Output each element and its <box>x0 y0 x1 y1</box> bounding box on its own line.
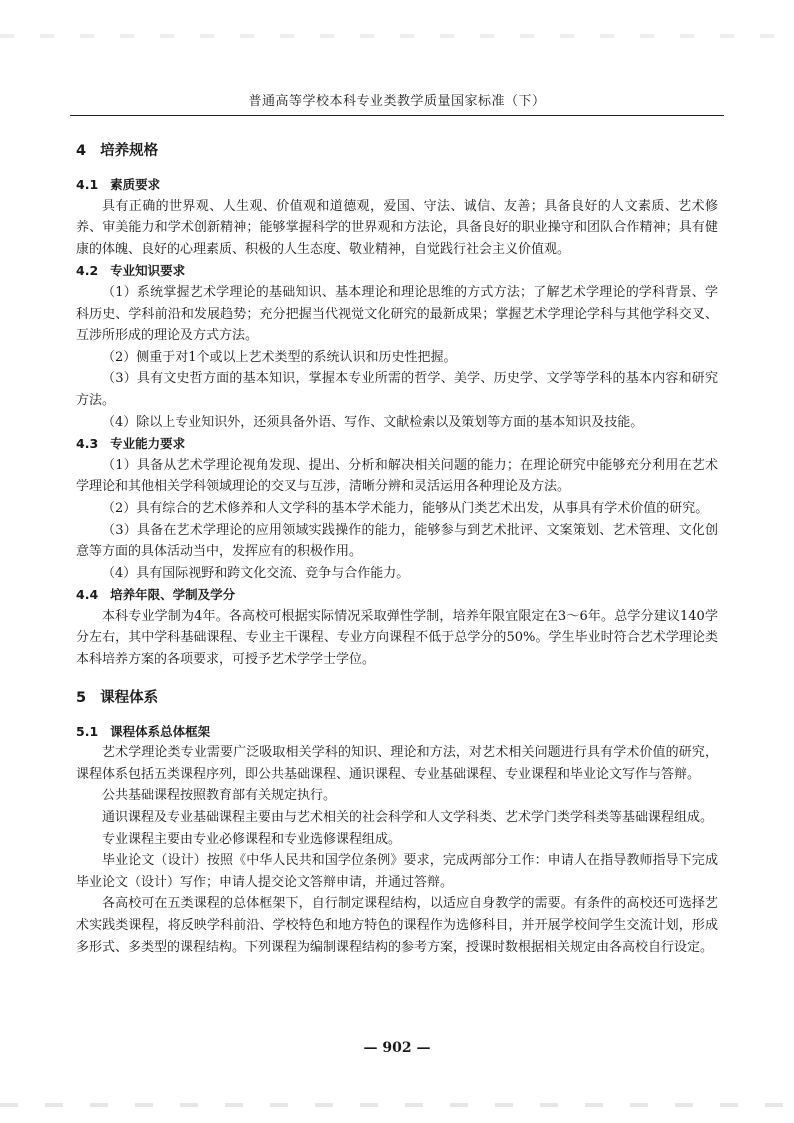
section-number: 4 <box>76 143 87 159</box>
subsection-title: 培养年限、学制及学分 <box>110 587 236 603</box>
running-header: 普通高等学校本科专业类教学质量国家标准（下） <box>70 90 724 116</box>
subsection-number: 4.2 <box>76 263 99 279</box>
paragraph: 通识课程及专业基础课程主要由与艺术相关的社会科学和人文学科类、艺术学门类学科类等基础课程组成。 <box>102 810 714 826</box>
subsection-title: 课程体系总体框架 <box>110 723 211 739</box>
section-5-heading <box>76 687 718 709</box>
scan-edge-bottom <box>0 1103 794 1107</box>
subsection-title: 专业知识要求 <box>110 263 186 279</box>
list-item: （1）具备从艺术学理论视角发现、提出、分析和解决相关问题的能力；在理论研究中能够充分利用在艺术学理论和其他相关学科领域理论的交叉与互涉，清晰分辨和灵活运用各种理论及方法。 <box>76 457 718 495</box>
subsection-number: 4.3 <box>76 436 99 452</box>
list-item: （3）具有文史哲方面的基本知识，掌握本专业所需的哲学、美学、历史学、文学等学科的基本内容和研究方法。 <box>76 371 718 408</box>
paragraph: 各高校可在五类课程的总体框架下，自行制定课程结构，以适应自身教学的需要。有条件的高校还可选择艺术实践类课程，将反映学科前沿、学校特色和地方特色的课程作为选修科目，并开展学校间学生交流计划，形成多形式、多类型的课程结构。下列课程为编制课程结构的参考方案，授课时数根据相关规定由各高校自行设定。 <box>76 896 718 955</box>
paragraph: 本科专业学制为4年。各高校可根据实际情况采取弹性学制，培养年限宜限定在3～6年。总学分建议140学分左右，其中学科基础课程、专业主干课程、专业方向课程不低于总学分的50%。学生毕业时符合艺术学理论类本科培养方案的各项要求，可授予艺术学学士学位。 <box>76 608 718 668</box>
subsection-4-3-heading <box>76 433 718 455</box>
subsection-number: 4.4 <box>76 587 99 603</box>
list-item: （4）具有国际视野和跨文化交流、竞争与合作能力。 <box>102 565 410 581</box>
spacer <box>76 671 718 687</box>
paragraph: 艺术学理论类专业需要广泛吸取相关学科的知识、理论和方法，对艺术相关问题进行具有学术价值的研究，课程体系包括五类课程序列，即公共基础课程、通识课程、专业基础课程、专业课程和毕业论文写作与答辩。 <box>76 745 718 782</box>
paragraph: 专业课程主要由专业必修课程和专业选修课程组成。 <box>102 831 402 847</box>
list-item: （1）系统掌握艺术学理论的基础知识、基本理论和理论思维的方式方法；了解艺术学理论的学科背景、学科历史、学科前沿和发展趋势；充分把握当代视觉文化研究的最新成果；掌握艺术学理论学科与其他学科交叉、互涉所形成的理论及方式方法。 <box>76 284 718 344</box>
list-item: （2）具有综合的艺术修养和人文学科的基本学术能力，能够从门类艺术出发，从事具有学术价值的研究。 <box>102 500 709 516</box>
page-content <box>76 140 718 958</box>
subsection-number: 4.1 <box>76 177 99 192</box>
paragraph: 公共基础课程按照教育部有关规定执行。 <box>102 788 337 804</box>
subsection-4-4-heading <box>76 584 718 606</box>
section-number: 5 <box>76 689 87 706</box>
subsection-number: 5.1 <box>76 723 99 739</box>
subsection-5-1-heading <box>76 721 718 743</box>
list-item: （4）除以上专业知识外，还须具备外语、写作、文献检索以及策划等方面的基本知识及技能。 <box>102 414 644 430</box>
section-title: 培养规格 <box>100 143 159 159</box>
scan-edge-top <box>0 34 794 38</box>
subsection-4-1-heading <box>76 174 718 196</box>
section-title: 课程体系 <box>100 689 159 706</box>
subsection-4-2-heading <box>76 260 718 282</box>
paragraph: 具有正确的世界观、人生观、价值观和道德观，爱国、守法、诚信、友善；具备良好的人文素质、艺术修养、审美能力和学术创新精神；能够掌握科学的世界观和方法论，具备良好的职业操守和团队合作精神；具有健康的体魄、良好的心理素质、积极的人生态度、敬业精神，自觉践行社会主义价值观。 <box>76 198 718 257</box>
list-item: （3）具备在艺术学理论的应用领域实践操作的能力，能够参与到艺术批评、文案策划、艺术管理、文化创意等方面的具体活动当中，发挥应有的积极作用。 <box>76 522 718 560</box>
page-number: — 902 — <box>363 1040 431 1056</box>
list-item: （2）侧重于对1个或以上艺术类型的系统认识和历史性把握。 <box>102 349 457 365</box>
subsection-title: 素质要求 <box>110 177 161 192</box>
subsection-title: 专业能力要求 <box>110 436 186 452</box>
paragraph: 毕业论文（设计）按照《中华人民共和国学位条例》要求，完成两部分工作：申请人在指导教师指导下完成毕业论文（设计）写作；申请人提交论文答辩申请，并通过答辩。 <box>76 853 718 890</box>
section-4-heading <box>76 140 718 162</box>
